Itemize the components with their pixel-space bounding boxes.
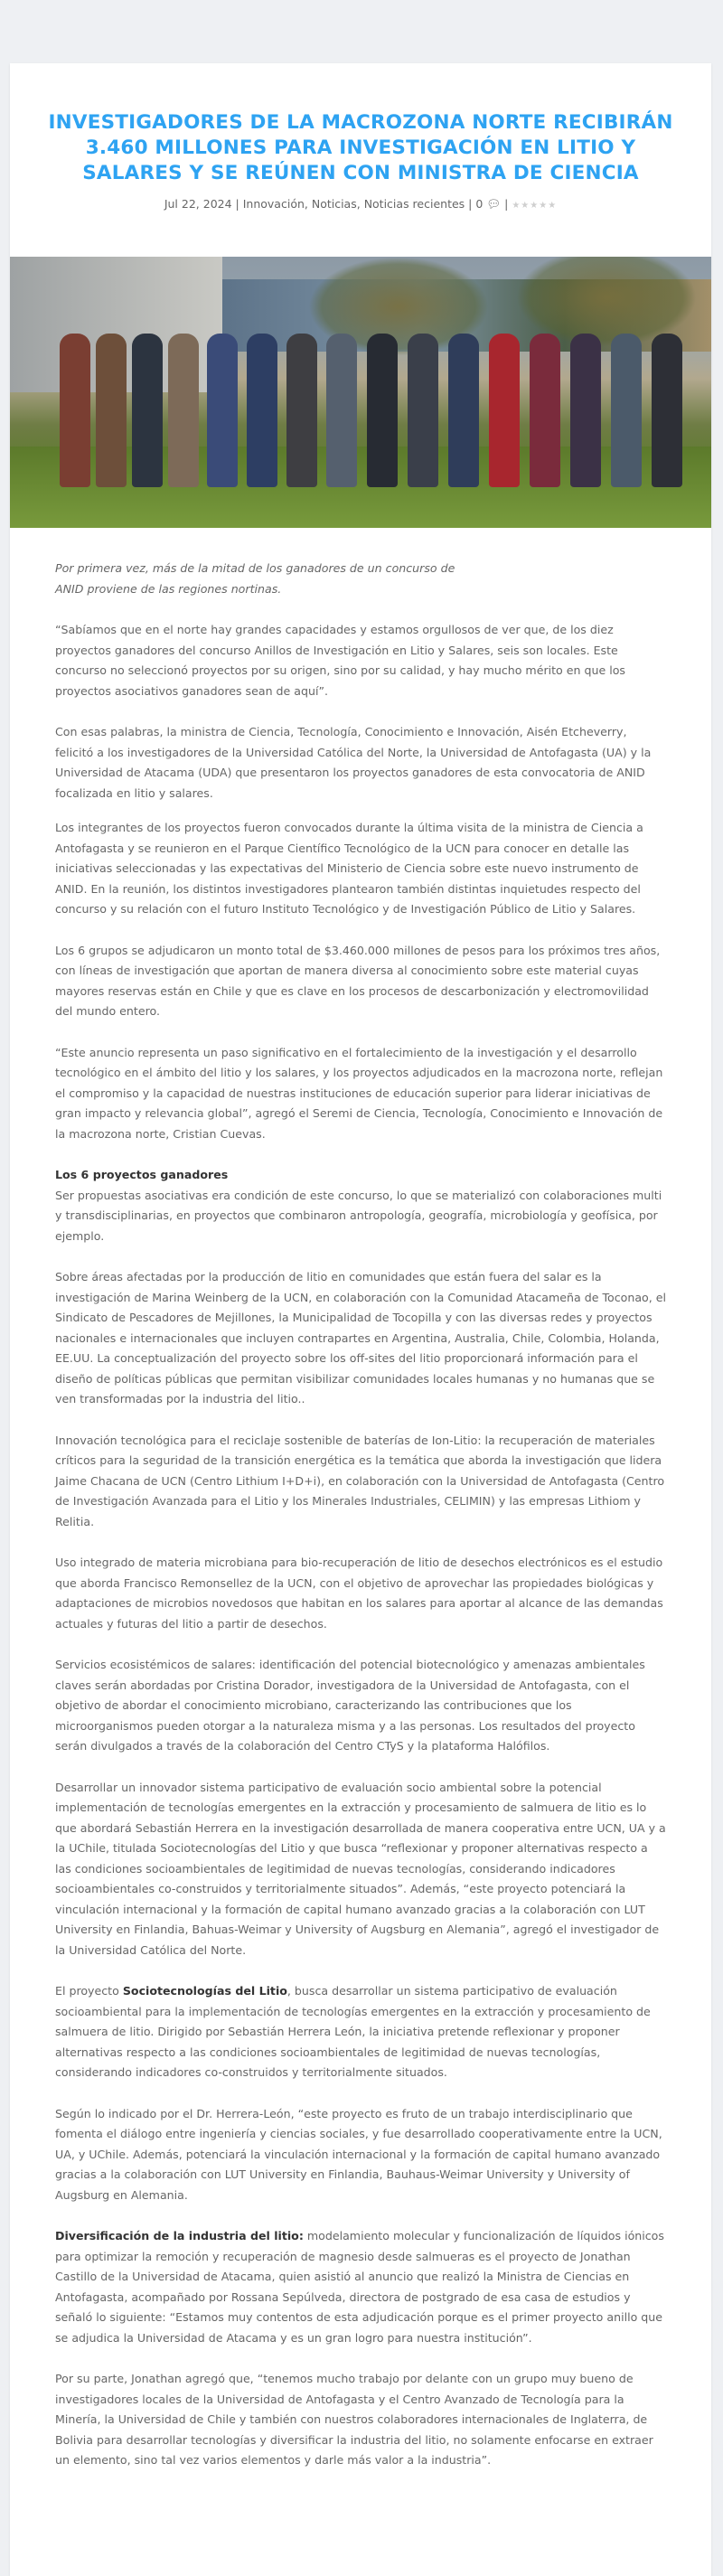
paragraph-9: Uso integrado de materia microbiana para bio-recuperación de litio de desechos electrónicos es el estudio que aborda Francisco Remonsellez de la UCN, con el objetivo de aprovechar las propiedades biológicas y adaptaciones de microbios novedosos que habitan en los salares para aportar al alcance de las demandas actuales y futuras del litio a partir de desechos. [55,1556,663,1631]
paragraph-11: Desarrollar un innovador sistema participativo de evaluación socio ambiental sobre la potencial implementación de tecnologías emergentes en la extracción y procesamiento de salmuera de litio es lo que abordará Sebastián Herrera en la investigación desarrollada de manera cooperativa entre UCN, UA y a la UChile, titulada Sociotecnologías del Litio y que busca “reflexionar y proponer alternativas respecto a las condiciones socioambientales de legitimidad de nuevas tecnologías, considerando indicadores socioambientales co-construidos y territorialmente situados”. Además, “este proyecto potenciará la vinculación internacional y la formación de capital humano avanzado gracias a la colaboración con LUT University en Finlandia, Bahuas-Weimar y University of Augsburg en Alemania”, agregó el investigador de la Universidad Católica del Norte. [55,1780,666,1957]
paragraph-14-bold: Diversificación de la industria del litio: [55,2229,304,2242]
category-link-noticias-recientes[interactable]: Noticias recientes [363,197,465,211]
paragraph-2: Con esas palabras, la ministra de Ciencia, Tecnología, Conocimiento e Innovación, Aisén Etcheverry, felicitó a los investigadores de la Universidad Católica del Norte, la Universidad de Antofagasta (UA) y la Universidad de Atacama (UDA) que presentaron los proyectos ganadores de esta convocatoria de ANID focalizada en litio y salares. [55,725,652,800]
lead-line-1: Por primera vez, más de la mitad de los ganadores de un concurso de [55,561,455,575]
category-link-noticias[interactable]: Noticias [311,197,357,211]
paragraph-12-bold: Sociotecnologías del Litio [122,1984,287,1998]
photo-person [408,334,438,487]
photo-person [489,334,520,487]
photo-person [96,334,127,487]
rating-stars: ★★★★★ [512,201,558,211]
top-bar [0,0,723,56]
photo-person [247,334,277,487]
section-heading-ganadores: Los 6 proyectos ganadores [55,1168,229,1181]
article-body [55,559,666,2471]
photo-person [652,334,682,487]
photo-person [207,334,238,487]
paragraph-10: Servicios ecosistémicos de salares: identificación del potencial biotecnológico y amenazas ambientales claves serán abordadas por Cristina Dorador, investigadora de la Universidad de Antofagasta, con el objetivo de abordar el conocimiento microbiano, caracterizando las contribuciones que los microorganismos pueden otorgar a la naturaleza misma y a las personas. Los resultados del proyecto serán divulgados a través de la colaboración del Centro CTyS y la plataforma Halófilos. [55,1658,645,1753]
post-date: Jul 22, 2024 [164,197,232,211]
lead-paragraph [55,559,666,599]
paragraph-7: Sobre áreas afectadas por la producción de litio en comunidades que están fuera del salar es la investigación de Marina Weinberg de la UCN, en colaboración con la Comunidad Atacameña de Toconao, el Sindicato de Pescadores de Mejillones, la Municipalidad de Tocopilla y con las diversas redes y proyectos nacionales e internacionales que incluyen contrapartes en Argentina, Australia, Chile, Colombia, Holanda, EE.UU. La conceptualización del proyecto sobre los off-sites del litio proporcionará información para el diseño de políticas públicas que permitan visibilizar comunidades locales humanas y no humanas que se ven transformadas por la industria del litio.. [55,1270,667,1406]
photo-person [60,334,90,487]
paragraph-6 [55,1165,666,1246]
paragraph-12 [55,1981,666,2083]
comment-icon: 💬︎ [486,197,502,211]
paragraph-4: Los 6 grupos se adjudicaron un monto total de $3.460.000 millones de pesos para los próximos tres años, con líneas de investigación que aportan de manera diversa al conocimiento sobre este material cuyas mayores reservas están en Chile y que es clave en los procesos de descarbonización y electromovilidad del mundo entero. [55,943,661,1018]
photo-person [132,334,163,487]
paragraph-8: Innovación tecnológica para el reciclaje sostenible de baterías de Ion-Litio: la recuperación de materiales críticos para la seguridad de la transición energética es la temática que aborda la investigación que lidera Jaime Chacana de UCN (Centro Lithium I+D+i), en colaboración con la Universidad de Antofagasta (Centro de Investigación Avanzada para el Litio y los Minerales Industriales, CELIMIN) y las empresas Lithiom y Relitia. [55,1433,665,1528]
hero-photo [10,257,711,528]
comment-count: 0 [475,197,484,211]
photo-person [168,334,199,487]
photo-person [570,334,601,487]
paragraph-14-post: modelamiento molecular y funcionalización de líquidos iónicos para optimizar la remoción y recuperación de magnesio desde salmueras es el proyecto de Jonathan Castillo de la Universidad de Atacama, quien asistió al anuncio que realizó la Ministra de Ciencias en Antofagasta, acompañado por Rossana Sepúlveda, directora de postgrado de esa casa de estudios y señaló lo siguiente: “Estamos muy contentos de esta adjudicación porque es el primer proyecto anillo que se adjudica la Universidad de Atacama y es un gran logro para nuestra institución”. [55,2229,664,2345]
paragraph-12-post: , busca desarrollar un sistema participativo de evaluación socioambiental para la implementación de tecnologías emergentes en la extracción y procesamiento de salmuera de litio. Dirigido por Sebastián Herrera León, la iniciativa pretende reflexionar y proponer alternativas respecto a las condiciones socioambientales de legitimidad de nuevas tecnologías, considerando indicadores co-construidos y territorialmente situados. [55,1984,651,2079]
paragraph-13: Según lo indicado por el Dr. Herrera-León, “este proyecto es fruto de un trabajo interdisciplinario que fomenta el diálogo entre ingeniería y ciencias sociales, y fue desarrollado cooperativamente entre la UCN, UA, y UChile. Además, potenciará la vinculación internacional y la formación de capital humano avanzado gracias a la colaboración con LUT University en Finlandia, Bauhaus-Weimar University y University of Augsburg en Alemania. [55,2106,662,2202]
comments-link[interactable] [475,197,501,211]
photo-person [530,334,560,487]
article-title: INVESTIGADORES DE LA MACROZONA NORTE RECIBIRÁN 3.460 MILLONES PARA INVESTIGACIÓN EN LITIO Y SALARES Y SE REÚNEN CON MINISTRA DE CIENCIA [48,111,673,184]
photo-person [367,334,398,487]
paragraph-15: Por su parte, Jonathan agregó que, “tenemos mucho trabajo por delante con un grupo muy bueno de investigadores locales de la Universidad de Antofagasta y el Centro Avanzado de Tecnología para la Minería, la Universidad de Chile y también con nuestros colaboradores internacionales de Inglaterra, de Bolivia para desarrollar tecnologías y diversificar la industria del litio, no solamente enfocarse en extraer un elemento, sino tal vez varios elementos y darle más valor a la industria”. [55,2372,653,2467]
photo-person [286,334,317,487]
paragraph-1: “Sabíamos que en el norte hay grandes capacidades y estamos orgullosos de ver que, de los diez proyectos ganadores del concurso Anillos de Investigación en Litio y Salares, seis son locales. Este concurso no seleccionó proyectos por su origen, sino por su calidad, y hay mucho mérito en que los proyectos asociativos ganadores sean de aquí”. [55,623,625,698]
photo-person [448,334,479,487]
article-card [10,63,711,2576]
paragraph-14 [55,2226,666,2348]
paragraph-12-pre: El proyecto [55,1984,123,1998]
category-link-innovacion[interactable]: Innovación [242,197,305,211]
paragraph-5: “Este anuncio representa un paso significativo en el fortalecimiento de la investigación y el desarrollo tecnológico en el ámbito del litio y los salares, y los proyectos adjudicados en la macrozona norte, reflejan el compromiso y la capacidad de nuestras instituciones de educación superior para liderar iniciativas de gran impacto y relevancia global”, agregó el Seremi de Ciencia, Tecnología, Conocimiento e Innovación de la macrozona norte, Cristian Cuevas. [55,1045,663,1141]
post-meta: Jul 22, 2024 | Innovación, Noticias, Noticias recientes | 0 💬︎ | ★★★★★ [164,197,558,211]
paragraph-6-text: Ser propuestas asociativas era condición de este concurso, lo que se materializó con colaboraciones multi y transdisciplinarias, en proyectos que combinaron antropología, geografía, microbiología y geofísica, por ejemplo. [55,1188,662,1243]
paragraph-3: Los integrantes de los proyectos fueron convocados durante la última visita de la ministra de Ciencia a Antofagasta y se reunieron en el Parque Científico Tecnológico de la UCN para conocer en detalle las iniciativas seleccionadas y las expectativas del Ministerio de Ciencia sobre este nuevo instrumento de ANID. En la reunión, los distintos investigadores plantearon también distintas inquietudes respecto del concurso y su relación con el futuro Instituto Tecnológico y de Investigación Público de Litio y Salares. [55,821,643,916]
photo-person [611,334,642,487]
lead-line-2: ANID proviene de las regiones nortinas. [55,581,282,596]
photo-person [326,334,357,487]
